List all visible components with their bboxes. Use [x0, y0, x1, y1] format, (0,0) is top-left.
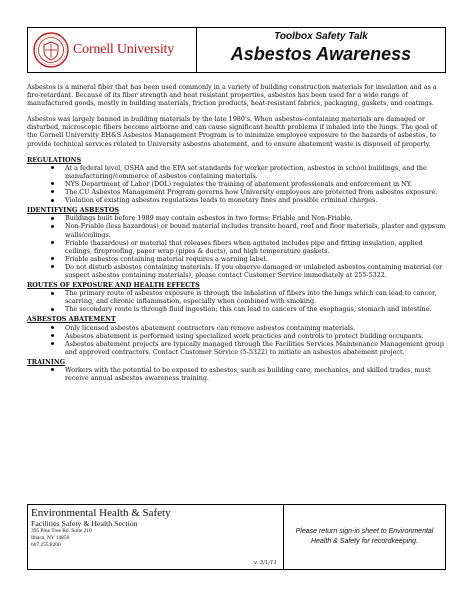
- footer-address-line: 395 Pine Tree Rd. Suite 210: [31, 528, 92, 534]
- exposure-list: [27, 289, 447, 313]
- regulations-list: [27, 164, 447, 204]
- section-heading-training: TRAINING: [27, 357, 66, 366]
- list-item: Non-Friable (less hazardous) or bound material includes transite board, roof and floor materials, plaster and gypsum walls/ceilings.: [51, 222, 447, 238]
- list-item: Buildings built before 1989 may contain asbestos in two forms: Friable and Non-Friable.: [51, 214, 447, 222]
- list-item: Violation of existing asbestos regulations leads to monetary fines and possible criminal charges.: [51, 196, 447, 204]
- list-item: Do not disturb asbestos containing materials. If you observe damaged or unlabeled asbestos containing material (or suspect asbestos containing materials), please contact Customer Service immediately at 255-5322.: [51, 263, 447, 279]
- list-item: Friable asbestos containing material requires a warning label.: [51, 255, 447, 263]
- list-item: The CU Asbestos Management Program governs how University employees are protected from asbestos exposure.: [51, 188, 447, 196]
- page-title: Asbestos Awareness: [230, 44, 412, 64]
- footer-address-line: Ithaca, NY 14850: [31, 535, 70, 541]
- abatement-list: [27, 324, 447, 356]
- footer-phone: 607.255.8200: [31, 542, 61, 548]
- cornell-seal-icon: [33, 32, 69, 68]
- section-heading-abatement: ASBESTOS ABATEMENT: [27, 315, 116, 324]
- section-heading-regulations: REGULATIONS: [27, 155, 82, 164]
- list-item: The primary route of asbestos exposure is through the inhalation of fibers into the lungs which can lead to cancer, scarring, and chronic inflammation, especially when combined with smoking.: [51, 289, 447, 305]
- list-item: Asbestos abatement is performed using specialized work practices and controls to protect building occupants.: [51, 332, 447, 340]
- footer-note: [284, 505, 445, 569]
- intro-paragraph: Asbestos is a mineral fiber that has been used commonly in a variety of building construction materials for insulation and as a fire-retardant. Because of its fiber strength and heat resistant properties, asbestos has been used for a wide range of manufactured goods, mostly in building materials, friction products, heat-resistant fabrics, packaging, gaskets, and coatings.: [27, 83, 437, 108]
- footer-contact: [28, 505, 284, 569]
- list-item: NYS Department of Labor (DOL) regulates the training of abatement professionals and enforcement in NY.: [51, 180, 447, 188]
- list-item: Friable (hazardous) or material that releases fibers when agitated includes pipe and fitting insulation, applied ceilings, fireproofing, paper wrap (pipes & ducts), and high temperature gaskets.: [51, 239, 447, 255]
- version-label: v. 3/1/11: [253, 560, 277, 566]
- list-item: Asbestos abatement projects are typically managed through the Facilities Services Maintenance Management group and approved contractors. Contact Customer Service (5-5322) to initiate an asbestos abatement project.: [51, 340, 447, 356]
- footer-note-text: Please return sign-in sheet to Environmental Health & Safety for recordkeeping.: [295, 528, 434, 545]
- body-content: [27, 83, 447, 382]
- footer-box: [27, 504, 446, 570]
- training-list: [27, 366, 447, 382]
- section-heading-identifying: IDENTIFYING ASBESTOS: [27, 206, 119, 215]
- footer-org: Environmental Health & Safety: [31, 507, 171, 519]
- header-box: [27, 27, 446, 73]
- title-block: [197, 28, 445, 72]
- identifying-list: [27, 214, 447, 279]
- section-heading-exposure: ROUTES OF EXPOSURE AND HEALTH EFFECTS: [27, 281, 200, 290]
- logo: [28, 28, 197, 72]
- logo-text: Cornell University: [73, 42, 174, 57]
- intro-paragraph: Asbestos was largely banned in building materials by the late 1980's. When asbestos-containing materials are damaged or disturbed, microscopic fibers become airborne and can cause significant health problems if inhaled into the lungs. The goal of the Cornell University EH&S Asbestos Management Program is to minimize employee exposure to the hazards of asbestos, to provide technical services related to University asbestos abatement, and to ensure abatement waste is disposed of properly.: [27, 115, 438, 148]
- kicker: Toolbox Safety Talk: [274, 31, 368, 42]
- list-item: The secondary route is through fluid ingestion; this can lead to cancers of the esophagus, stomach and intestine.: [51, 305, 447, 313]
- list-item: Only licensed asbestos abatement contractors can remove asbestos containing materials.: [51, 324, 447, 332]
- list-item: At a federal level, OSHA and the EPA set standards for worker protection, asbestos in school buildings, and the manufacturing/commerce of asbestos containing materials.: [51, 164, 447, 180]
- footer-section: Facilities Safety & Health Section: [31, 519, 138, 528]
- list-item: Workers with the potential to be exposed to asbestos, such as building care, mechanics, and skilled trades, must receive annual asbestos awareness training.: [51, 366, 447, 382]
